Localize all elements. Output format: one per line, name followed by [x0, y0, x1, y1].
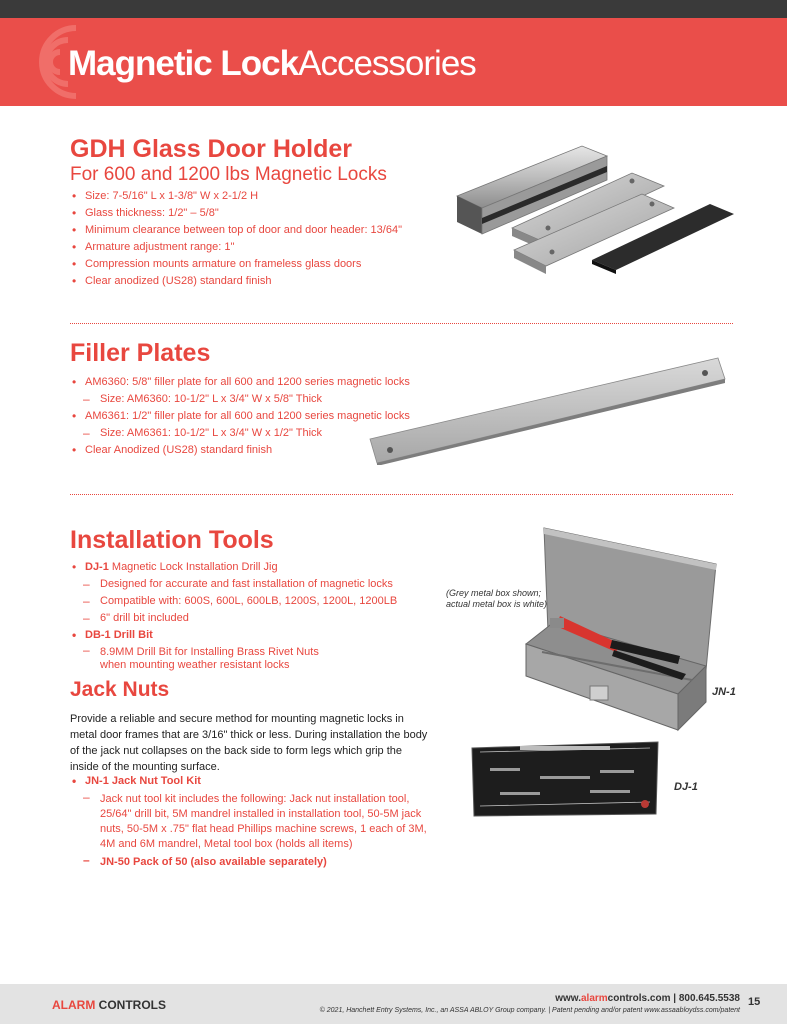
web-suffix: controls.com | 800.645.5538	[607, 993, 740, 1004]
jack-bullets	[70, 773, 440, 871]
dj1-jig-image	[470, 740, 662, 820]
page-title	[68, 44, 476, 84]
web-prefix: www.	[555, 993, 581, 1004]
list-subitem: – Size: AM6360: 10-1/2" L x 3/4" W x 5/8" Thick	[70, 391, 410, 408]
list-subitem: – Compatible with: 600S, 600L, 600LB, 1200S, 1200L, 1200LB	[70, 593, 397, 610]
header-banner	[0, 18, 787, 106]
filler-bullets	[70, 374, 410, 459]
caption-line2: actual metal box is white)	[446, 599, 548, 609]
tools-bullets	[70, 559, 397, 672]
brand-dark: CONTROLS	[95, 998, 166, 1012]
list-subitem	[70, 644, 397, 672]
list-item	[70, 559, 397, 576]
footer-brand	[52, 998, 166, 1012]
list-item: • Glass thickness: 1/2" – 5/8"	[70, 205, 402, 222]
section-divider	[70, 323, 733, 324]
list-item: • AM6360: 5/8" filler plate for all 600 and 1200 series magnetic locks	[70, 374, 410, 391]
gdh-bullets	[70, 188, 402, 290]
brand-red: ALARM	[52, 998, 96, 1012]
list-subitem: – Designed for accurate and fast installation of magnetic locks	[70, 576, 397, 593]
jn1-label: JN-1	[712, 686, 736, 698]
list-subitem: – Size: AM6361: 10-1/2" L x 3/4" W x 1/2" Thick	[70, 425, 410, 442]
list-item: • Size: 7-5/16" L x 1-3/8" W x 2-1/2 H	[70, 188, 402, 205]
list-item: • Clear anodized (US28) standard finish	[70, 273, 402, 290]
title-light: Accessories	[298, 44, 476, 83]
db1-desc-line1: 8.9MM Drill Bit for Installing Brass Rivet Nuts	[100, 646, 319, 658]
caption-line1: (Grey metal box shown;	[446, 588, 542, 598]
dj1-desc: Magnetic Lock Installation Drill Jig	[108, 561, 278, 573]
list-item: • Minimum clearance between top of door and door header: 13/64"	[70, 222, 402, 239]
gdh-product-image	[452, 138, 742, 298]
footer-copyright: © 2021, Hanchett Entry Systems, Inc., an ASSA ABLOY Group company. | Patent pending and/or patent www.assaabloydss.com/patent	[319, 1007, 740, 1014]
list-subitem: – 6" drill bit included	[70, 610, 397, 627]
dj1-code: DJ-1	[85, 561, 109, 573]
gdh-title: GDH Glass Door Holder	[70, 135, 352, 163]
list-subitem: – JN-50 Pack of 50 (also available separately)	[70, 852, 440, 871]
gdh-subtitle: For 600 and 1200 lbs Magnetic Locks	[70, 164, 387, 185]
filler-title: Filler Plates	[70, 339, 211, 367]
list-item: • Compression mounts armature on frameless glass doors	[70, 256, 402, 273]
list-subitem: – Jack nut tool kit includes the following: Jack nut installation tool, 25/64" drill bit, 5M mandrel installed in installation tool, 50-5M jack nuts, 50-5M x .75" flat head Phillips machine screws, 1 each of 3M, 4M and 6M mandrel, Metal tool box (holds all items)	[70, 790, 440, 852]
web-red: alarm	[580, 993, 608, 1004]
jack-paragraph: Provide a reliable and secure method for mounting magnetic locks in metal door frames that are 3/16" thick or less. During installation the body of the jack nut collapses on the back side to form legs which grip the inside of the mounting surface.	[70, 713, 428, 773]
filler-plate-image	[368, 355, 733, 465]
section-divider	[70, 494, 733, 495]
list-item: • Armature adjustment range: 1"	[70, 239, 402, 256]
list-item: • Clear Anodized (US28) standard finish	[70, 442, 410, 459]
footer	[0, 984, 787, 1024]
title-bold: Magnetic Lock	[68, 44, 299, 83]
tools-title: Installation Tools	[70, 526, 274, 554]
jn1-toolbox-image	[520, 524, 720, 734]
top-bar	[0, 0, 787, 18]
db1-desc-line2: when mounting weather resistant locks	[100, 659, 290, 671]
footer-website	[555, 993, 740, 1004]
page-number: 15	[748, 996, 761, 1008]
list-item: • DB-1 Drill Bit	[70, 627, 397, 644]
jack-title: Jack Nuts	[70, 678, 170, 701]
dj1-label: DJ-1	[674, 781, 698, 793]
list-item: • JN-1 Jack Nut Tool Kit	[70, 773, 440, 790]
list-item: • AM6361: 1/2" filler plate for all 600 and 1200 series magnetic locks	[70, 408, 410, 425]
